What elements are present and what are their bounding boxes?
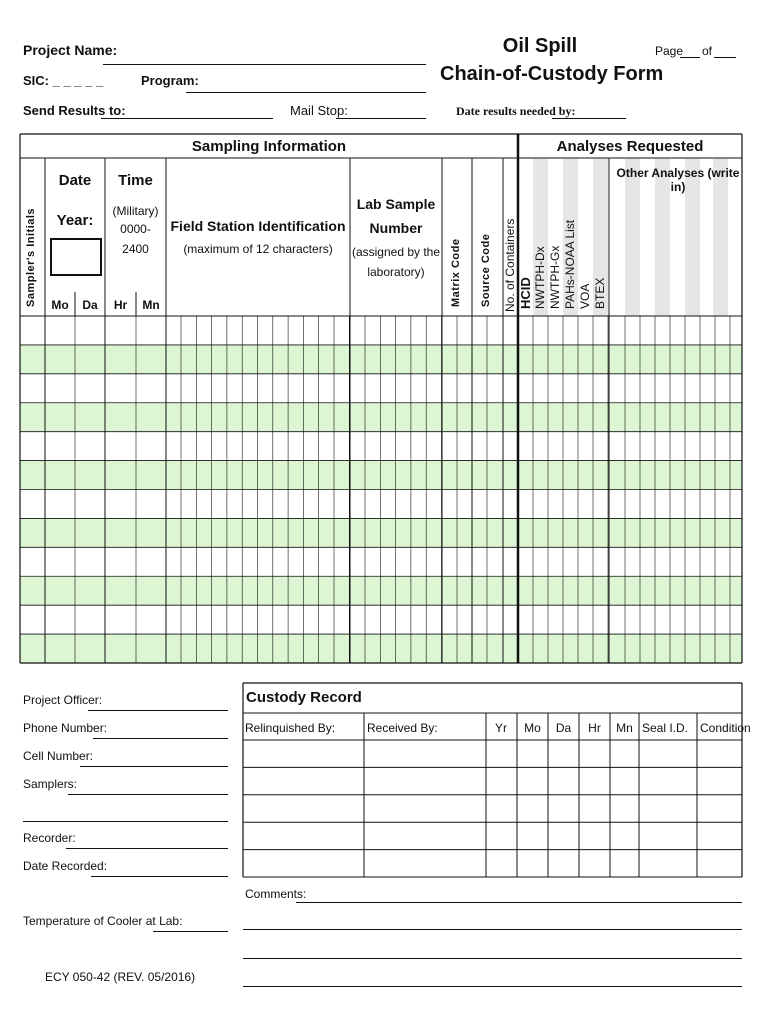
- year-header: Year:: [56, 212, 94, 229]
- pahs-header: PAHs-NOAA List: [563, 219, 577, 309]
- shaded-row: [20, 518, 742, 547]
- mn-header: Mn: [142, 298, 160, 312]
- received-header: Received By:: [367, 721, 438, 735]
- program-label: Program:: [141, 73, 199, 88]
- lab-note-2: laboratory): [367, 265, 425, 279]
- time-range-end: 2400: [122, 242, 149, 256]
- condition-header: Condition: [700, 721, 751, 735]
- da-custody-header: Da: [555, 721, 572, 735]
- military-note: (Military): [112, 204, 159, 218]
- field-station-note: (maximum of 12 characters): [183, 242, 333, 256]
- shaded-row: [20, 634, 742, 663]
- shaded-row: [20, 403, 742, 432]
- phone-label: Phone Number:: [23, 721, 108, 735]
- temperature-field[interactable]: [153, 931, 228, 932]
- recorder-field[interactable]: [66, 848, 228, 849]
- time-header: Time: [118, 172, 153, 189]
- comments-line-1[interactable]: [296, 902, 742, 903]
- sic-label: SIC: _ _ _ _ _: [23, 73, 104, 88]
- hcid-header: HCID: [518, 277, 533, 309]
- date-recorded-field[interactable]: [91, 876, 228, 877]
- time-range-start: 0000-: [120, 222, 151, 236]
- project-officer-label: Project Officer:: [23, 693, 103, 707]
- samplers-field-2[interactable]: [23, 821, 228, 822]
- btex-header: BTEX: [593, 277, 607, 309]
- temperature-label: Temperature of Cooler at Lab:: [23, 914, 183, 928]
- samplers-initials-header: Sampler's Initials: [25, 207, 37, 307]
- project-officer-field[interactable]: [88, 710, 228, 711]
- mail-stop-label: Mail Stop:: [290, 103, 348, 118]
- phone-field[interactable]: [93, 738, 228, 739]
- mo-custody-header: Mo: [524, 721, 541, 735]
- seal-id-header: Seal I.D.: [642, 721, 689, 735]
- samplers-field[interactable]: [68, 794, 228, 795]
- year-box[interactable]: [50, 238, 102, 276]
- send-results-label: Send Results to:: [23, 103, 126, 118]
- comments-line-2[interactable]: [243, 929, 742, 930]
- no-containers-header: No. of Containers: [503, 218, 517, 312]
- comments-line-4[interactable]: [243, 986, 742, 987]
- mo-header: Mo: [51, 298, 69, 312]
- da-header: Da: [82, 298, 98, 312]
- samplers-label: Samplers:: [23, 777, 78, 791]
- cell-field[interactable]: [80, 766, 228, 767]
- date-header: Date: [58, 172, 92, 189]
- relinquished-header: Relinquished By:: [245, 721, 336, 735]
- hr-custody-header: Hr: [588, 721, 601, 735]
- lab-sample-header: Lab Sample: [356, 196, 436, 212]
- form-subtitle: Chain-of-Custody Form: [440, 63, 664, 85]
- hr-header: Hr: [113, 298, 128, 312]
- other-analyses-header: Other Analyses (write in): [616, 166, 740, 194]
- form-title: Oil Spill: [502, 35, 578, 57]
- recorder-label: Recorder:: [23, 831, 76, 845]
- shaded-row: [20, 345, 742, 374]
- source-code-header: Source Code: [480, 233, 492, 307]
- sampling-information-title: Sampling Information: [191, 138, 347, 155]
- form-number: ECY 050-42 (REV. 05/2016): [45, 970, 196, 984]
- mn-custody-header: Mn: [616, 721, 633, 735]
- yr-header: Yr: [495, 721, 507, 735]
- custody-record-title: Custody Record: [246, 689, 362, 706]
- analyses-requested-title: Analyses Requested: [556, 138, 704, 155]
- nwtph-dx-header: NWTPH-Dx: [533, 246, 547, 309]
- field-station-header: Field Station Identification: [170, 218, 346, 234]
- comments-line-3[interactable]: [243, 958, 742, 959]
- nwtph-gx-header: NWTPH-Gx: [548, 245, 562, 309]
- lab-sample-number-header: Number: [369, 220, 423, 236]
- shaded-row: [20, 576, 742, 605]
- lab-note-1: (assigned by the: [351, 245, 441, 259]
- page-label: Page: [655, 44, 684, 58]
- date-recorded-label: Date Recorded:: [23, 859, 108, 873]
- cell-label: Cell Number:: [23, 749, 94, 763]
- project-name-label: Project Name:: [23, 42, 118, 58]
- comments-label: Comments:: [245, 887, 307, 901]
- matrix-code-header: Matrix Code: [450, 238, 462, 307]
- of-label: of: [702, 44, 713, 58]
- shaded-row: [20, 461, 742, 490]
- voa-header: VOA: [578, 283, 592, 309]
- date-needed-label: Date results needed by:: [456, 104, 576, 118]
